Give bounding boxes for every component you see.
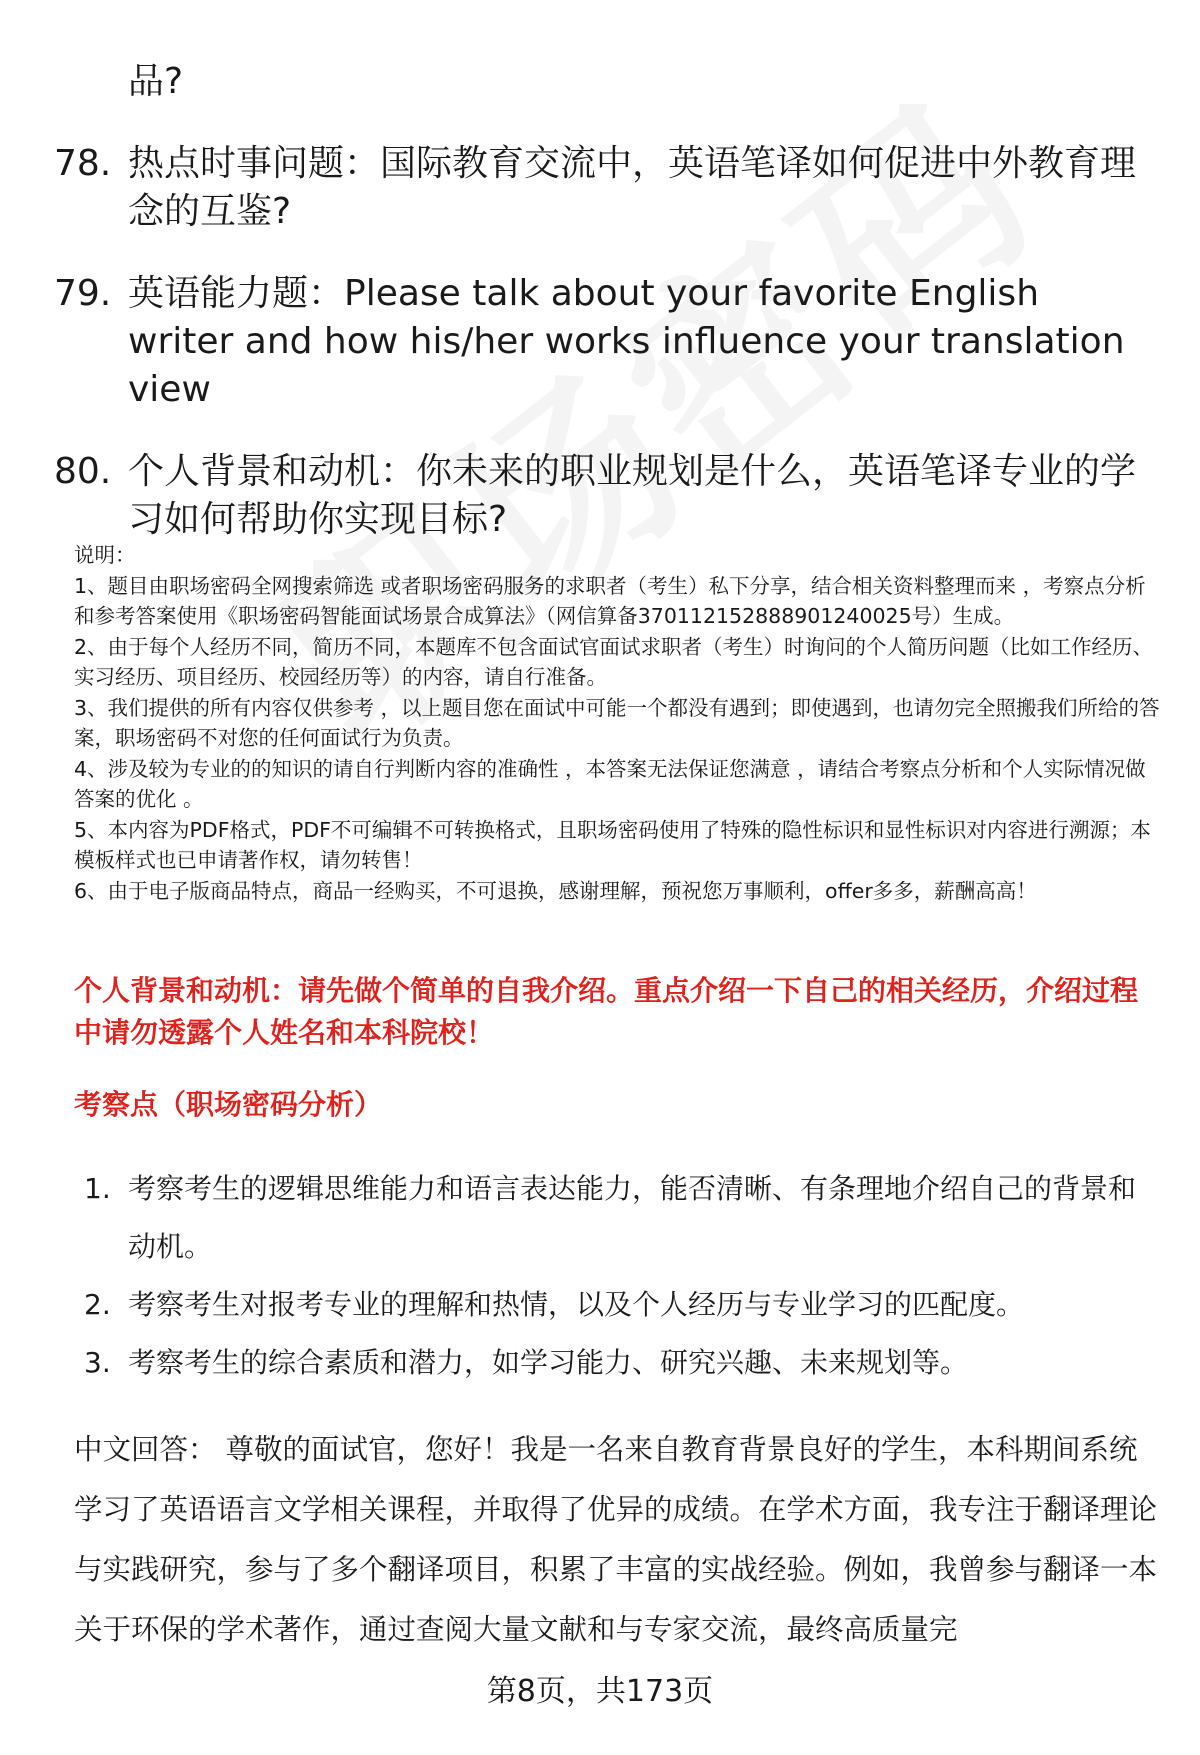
note-item: 2、由于每个人经历不同，简历不同，本题库不包含面试官面试求职者（考生）时询问的个人简历问题（比如工作经历、实习经历、项目经历、校园经历等）的内容，请自行准备。: [74, 634, 1154, 689]
question-item: [54, 448, 1149, 544]
analysis-point: [84, 1160, 1154, 1276]
current-question-title: 个人背景和动机：请先做个简单的自我介绍。重点介绍一下自己的相关经历，介绍过程中请勿透露个人姓名和本科院校！: [74, 974, 1139, 1049]
page-footer: 第8页，共173页: [486, 1674, 714, 1709]
question-item: [54, 270, 1149, 414]
analysis-point-number: 3.: [84, 1346, 111, 1379]
note-item: 5、本内容为PDF格式，PDF不可编辑不可转换格式，且职场密码使用了特殊的隐性标识和显性标识对内容进行溯源；本模板样式也已申请著作权，请勿转售！: [74, 817, 1151, 872]
note-item: 1、题目由职场密码全网搜索筛选 或者职场密码服务的求职者（考生）私下分享，结合相关资料整理而来 ，考察点分析和参考答案使用《职场密码智能面试场景合成算法》（网信算备370112152888901240025号）生成。: [74, 573, 1146, 628]
notes-heading: 说明：: [74, 543, 136, 567]
analysis-point-text: 考察考生对报考专业的理解和热情，以及个人经历与专业学习的匹配度。: [128, 1288, 1025, 1321]
analysis-point: [84, 1334, 1154, 1392]
question-number: 80.: [54, 451, 112, 492]
question-list: [54, 140, 1149, 578]
note-item: 3、我们提供的所有内容仅供参考 ，以上题目您在面试中可能一个都没有遇到；即使遇到，也请勿完全照搬我们所给的答案，职场密码不对您的任何面试行为负责。: [74, 695, 1160, 750]
question-item: [54, 140, 1149, 236]
question-text: 个人背景和动机：你未来的职业规划是什么，英语笔译专业的学习如何帮助你实现目标?: [128, 451, 1137, 540]
chinese-answer: 中文回答： 尊敬的面试官，您好！我是一名来自教育背景良好的学生，本科期间系统学习了英语语言文学相关课程，并取得了优异的成绩。在学术方面，我专注于翻译理论与实践研究，参与了多个翻译项目，积累了丰富的实战经验。例如，我曾参与翻译一本关于环保的学术著作，通过查阅大量文献和与专家交流，最终高质量完: [74, 1433, 1158, 1646]
analysis-point-text: 考察考生的逻辑思维能力和语言表达能力，能否清晰、有条理地介绍自己的背景和动机。: [128, 1172, 1137, 1263]
analysis-point: [84, 1276, 1154, 1334]
question-continuation: 品?: [128, 61, 184, 102]
question-number: 79.: [54, 273, 112, 314]
note-item: 4、涉及较为专业的的知识的请自行判断内容的准确性 ，本答案无法保证您满意 ，请结合考察点分析和个人实际情况做答案的优化 。: [74, 756, 1146, 811]
question-text: 热点时事问题：国际教育交流中，英语笔译如何促进中外教育理念的互鉴?: [128, 143, 1137, 232]
notes-section: [74, 540, 1164, 906]
analysis-point-text: 考察考生的综合素质和潜力，如学习能力、研究兴趣、未来规划等。: [128, 1346, 969, 1379]
analysis-point-number: 2.: [84, 1288, 111, 1321]
note-item: 6、由于电子版商品特点，商品一经购买，不可退换，感谢理解，预祝您万事顺利，offer多多，薪酬高高！: [74, 878, 1037, 903]
question-text: 英语能力题：Please talk about your favorite English writer and how his/her works influence your translation view: [128, 273, 1125, 410]
analysis-points: [84, 1160, 1154, 1392]
analysis-point-number: 1.: [84, 1172, 111, 1205]
question-number: 78.: [54, 143, 112, 184]
analysis-heading: 考察点（职场密码分析）: [74, 1088, 383, 1121]
